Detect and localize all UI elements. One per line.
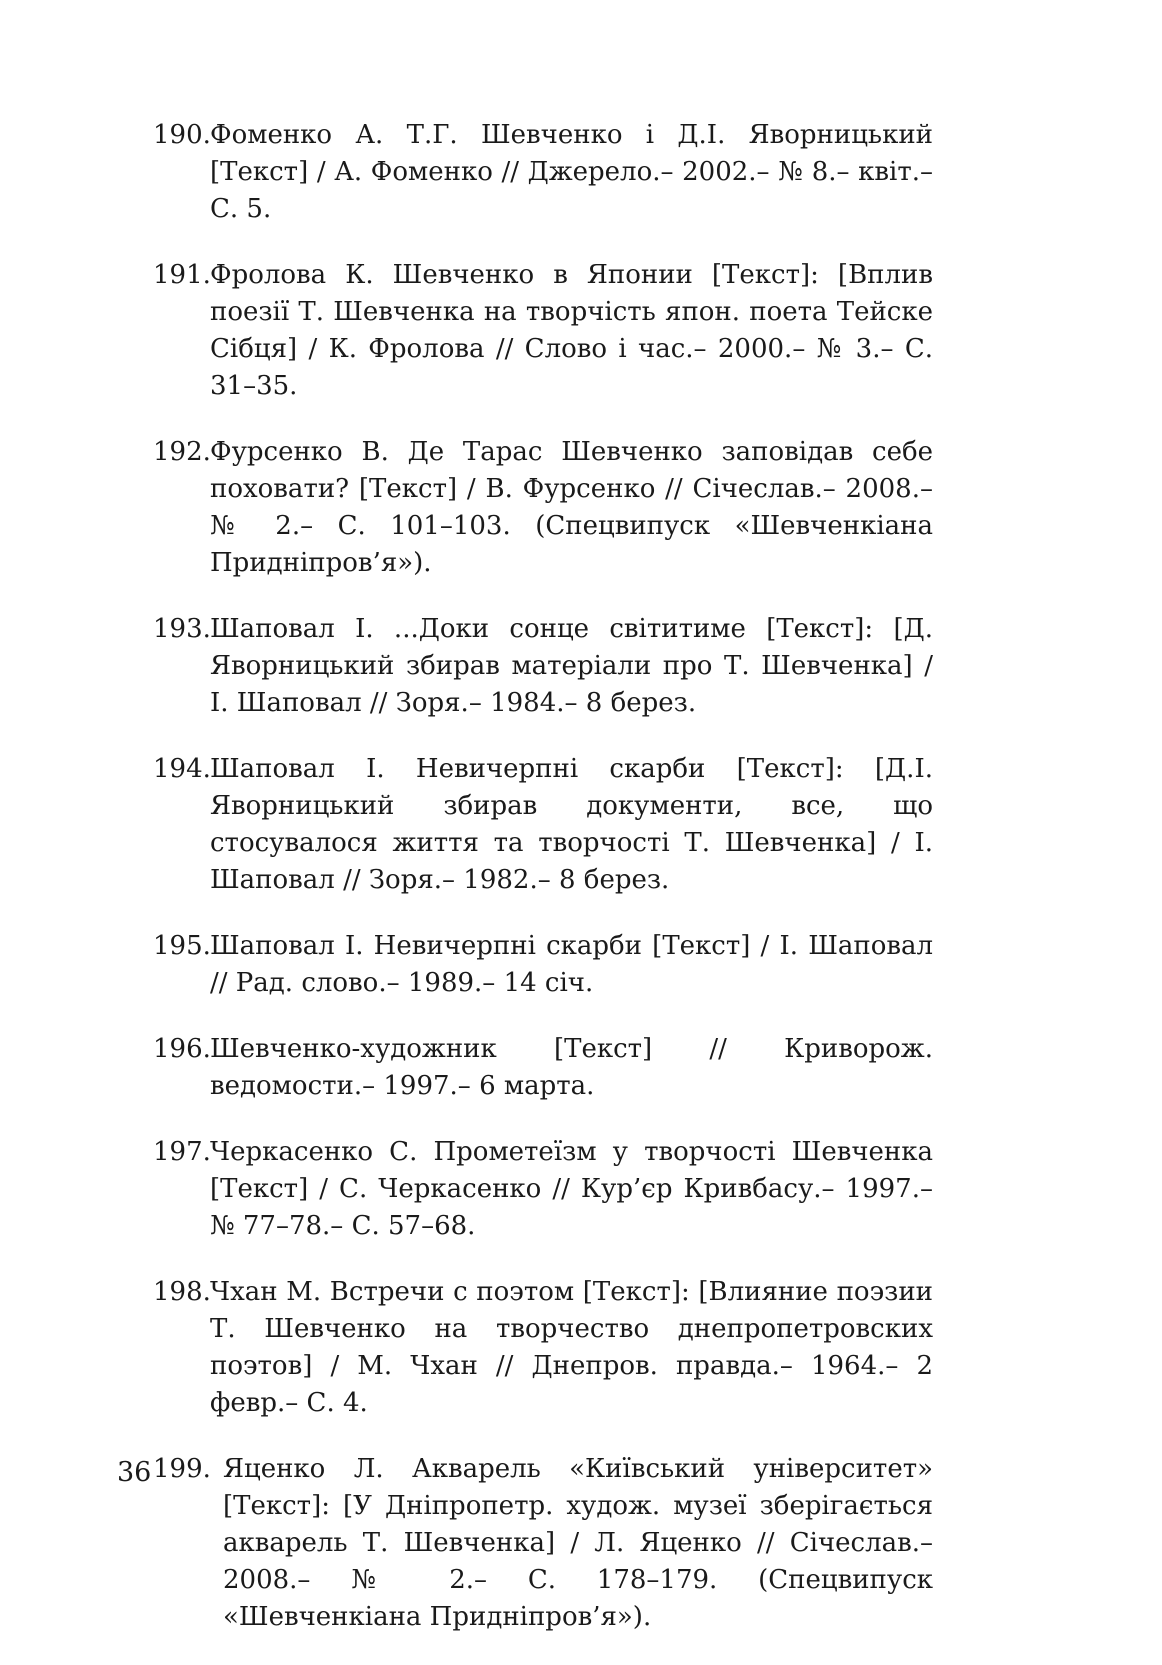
entry-text: Фролова К. Шевченко в Японии [Текст]: [Вплив поезії Т. Шевченка на творчість япон. поета Тейске Сібця] / К. Фролова // Слово і час.– 2000.– № 3.– С. 31–35.: [210, 260, 933, 401]
bibliography-list: [153, 117, 933, 1665]
entry-text: Шевченко-художник [Текст] // Криворож. ведомости.– 1997.– 6 марта.: [210, 1034, 933, 1101]
bibliography-entry-197: [153, 1134, 933, 1245]
entry-number: 198.: [153, 1277, 211, 1307]
entry-number: 192.: [153, 437, 211, 467]
entry-number: 193.: [153, 614, 211, 644]
page-number: 36: [117, 1457, 152, 1488]
entry-number: 196.: [153, 1034, 211, 1064]
entry-number: 199.: [153, 1454, 211, 1484]
entry-text: Шаповал І. ...Доки сонце світитиме [Текст]: [Д. Яворницький збирав матеріали про Т. Шевченка] / І. Шаповал // Зоря.– 1984.– 8 берез.: [210, 614, 933, 718]
entry-text: Шаповал І. Невичерпні скарби [Текст] / І. Шаповал // Рад. слово.– 1989.– 14 січ.: [210, 931, 933, 998]
bibliography-entry-193: [153, 611, 933, 722]
entry-text: Яценко Л. Акварель «Київський університет» [Текст]: [У Дніпропетр. худож. музеї зберігається акварель Т. Шевченка] / Л. Яценко // Січеслав.– 2008.– № 2.– С. 178–179. (Спецвипуск «Шевченкіана Придніпров’я»).: [223, 1454, 933, 1632]
entry-text: Чхан М. Встречи с поэтом [Текст]: [Влияние поэзии Т. Шевченко на творчество днепропетровских поэтов] / М. Чхан // Днепров. правда.– 1964.– 2 февр.– С. 4.: [210, 1277, 933, 1418]
entry-number: 197.: [153, 1137, 211, 1167]
bibliography-entry-198: [153, 1274, 933, 1422]
bibliography-entry-190: [153, 117, 933, 228]
entry-text: Фоменко А. Т.Г. Шевченко і Д.І. Яворницький [Текст] / А. Фоменко // Джерело.– 2002.– № 8.– квіт.– С. 5.: [210, 120, 933, 224]
entry-number: 190.: [153, 120, 211, 150]
entry-number: 191.: [153, 260, 211, 290]
entry-text: Черкасенко С. Прометеїзм у творчості Шевченка [Текст] / С. Черкасенко // Кур’єр Кривбасу.– 1997.– № 77–78.– С. 57–68.: [210, 1137, 933, 1241]
bibliography-entry-192: [153, 434, 933, 582]
entry-text: Шаповал І. Невичерпні скарби [Текст]: [Д.І. Яворницький збирав документи, все, що стосувалося життя та творчості Т. Шевченка] / І. Шаповал // Зоря.– 1982.– 8 берез.: [210, 754, 933, 895]
bibliography-entry-194: [153, 751, 933, 899]
bibliography-entry-196: [153, 1031, 933, 1105]
entry-number: 194.: [153, 754, 211, 784]
entry-number: 195.: [153, 931, 211, 961]
bibliography-entry-199: [153, 1451, 933, 1636]
bibliography-entry-191: [153, 257, 933, 405]
entry-text: Фурсенко В. Де Тарас Шевченко заповідав себе поховати? [Текст] / В. Фурсенко // Січеслав.– 2008.– № 2.– С. 101–103. (Спецвипуск «Шевченкіана Придніпров’я»).: [210, 437, 933, 578]
bibliography-entry-195: [153, 928, 933, 1002]
